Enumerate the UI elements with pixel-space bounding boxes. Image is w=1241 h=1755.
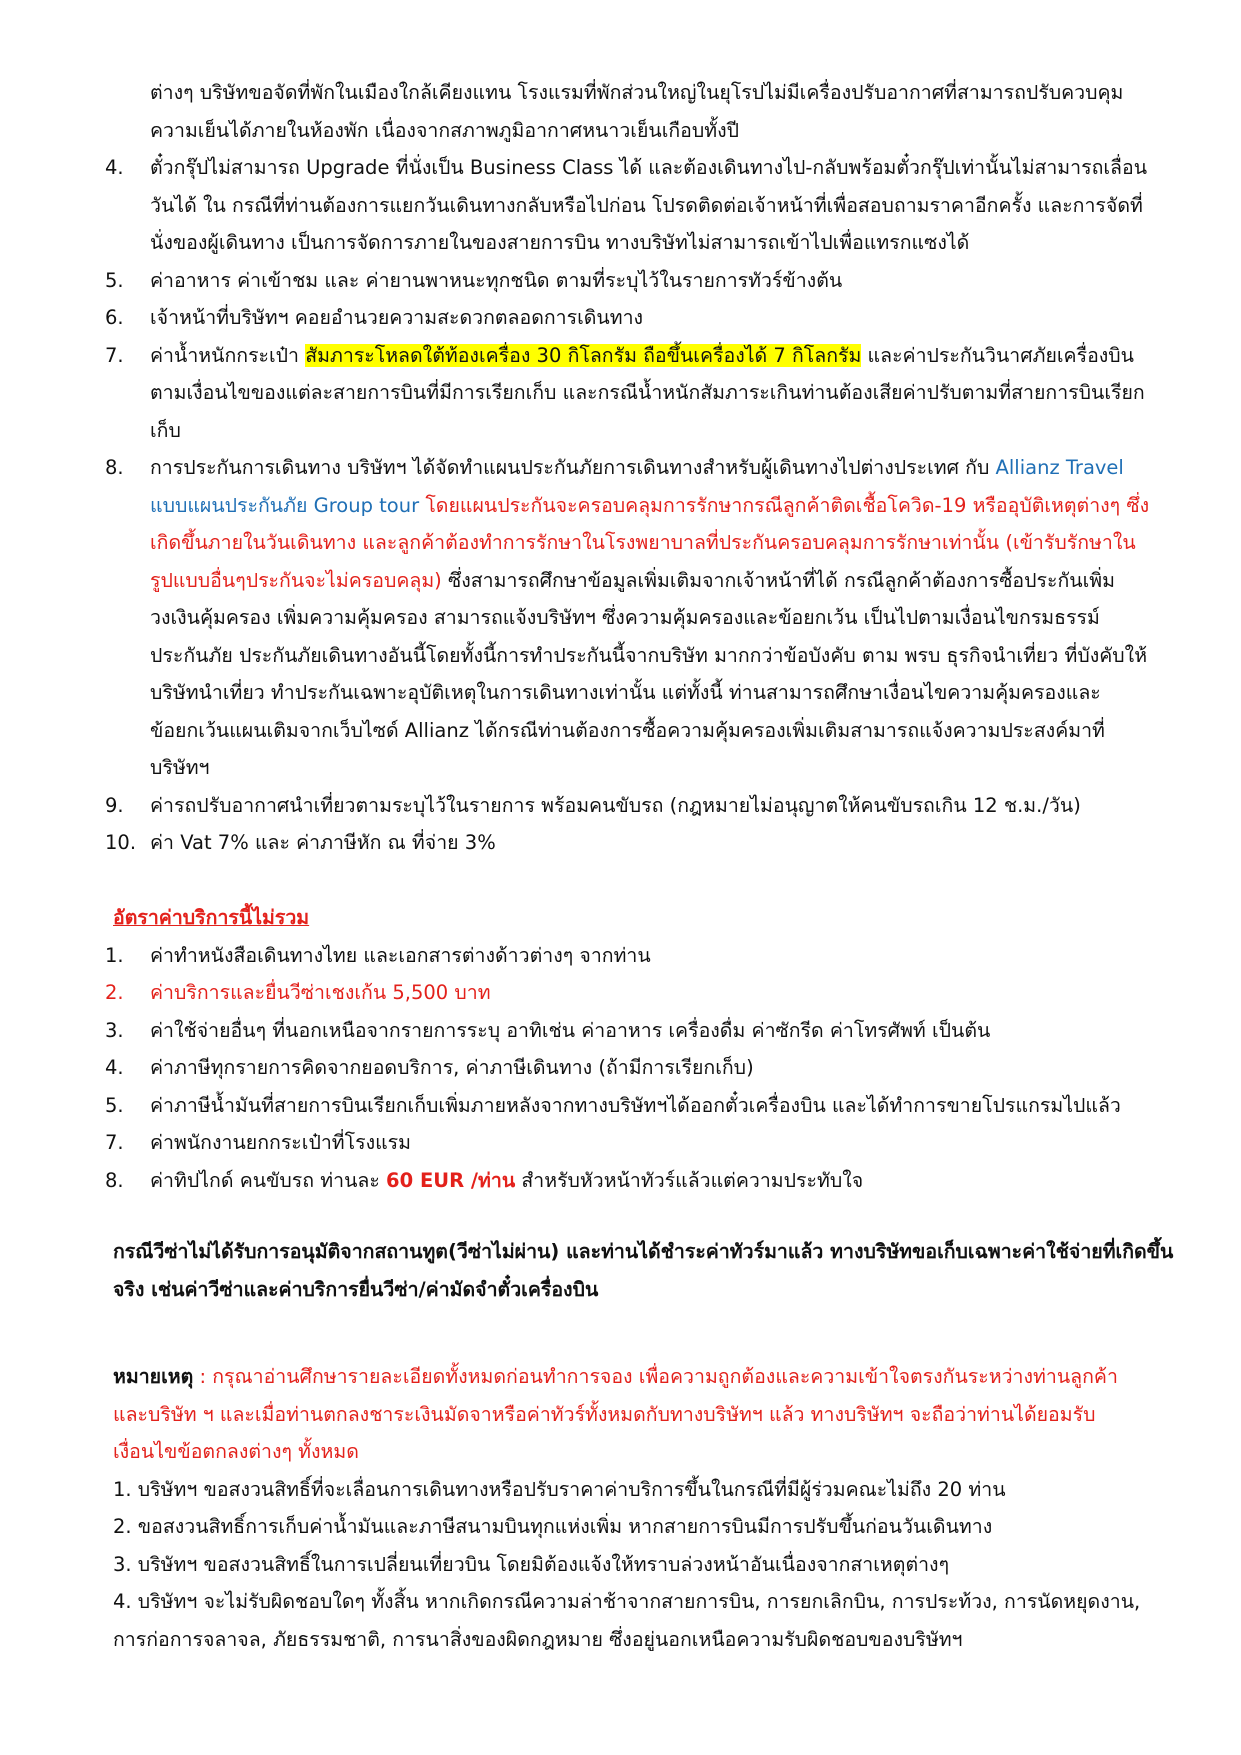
list-item-continuation xyxy=(0,112,1241,150)
list-item xyxy=(0,1162,1241,1200)
remark-item xyxy=(0,1621,1241,1659)
text-run: โดยแผนประกันจะครอบคลุมการรักษากรณีลูกค้าติดเชื้อโควิด-19 หรืออุบัติเหตุต่างๆ ซึ่ง xyxy=(425,493,1150,517)
remarks-separator: : xyxy=(193,1365,213,1388)
remark-item xyxy=(0,1583,1241,1621)
text-run: ความเย็นได้ภายในห้องพัก เนื่องจากสภาพภูมิอากาศหนาวเย็นเกือบทั้งปี xyxy=(150,118,740,142)
list-item-continuation xyxy=(0,637,1241,675)
text-run: ค่าภาษีทุกรายการคิดจากยอดบริการ, ค่าภาษีเดินทาง (ถ้ามีการเรียกเก็บ) xyxy=(150,1056,754,1079)
remarks-label: หมายเหตุ xyxy=(113,1365,194,1388)
remarks-section xyxy=(0,1358,1241,1658)
text-run: ค่าใช้จ่ายอื่นๆ ที่นอกเหนือจากรายการระบุ อาทิเช่น ค่าอาหาร เครื่องดื่ม ค่าซักรีด ค่าโทรศัพท์ เป็นต้น xyxy=(150,1018,991,1042)
item-text xyxy=(150,824,496,862)
remarks-list xyxy=(0,1471,1241,1659)
item-text xyxy=(150,74,1123,112)
item-text xyxy=(150,112,739,150)
text-run: รูปแบบอื่นๆประกันจะไม่ครอบคลุม) xyxy=(150,568,448,592)
list-item-continuation xyxy=(0,562,1241,600)
list-item-continuation xyxy=(0,524,1241,562)
highlighted-text: สัมภาระโหลดใต้ท้องเครื่อง 30 กิโลกรัม ถือขึ้นเครื่องได้ 7 กิโลกรัม xyxy=(305,343,862,367)
list-item xyxy=(0,299,1241,337)
remarks-intro-text: กรุณาอ่านศึกษารายละเอียดทั้งหมดก่อนทำการจอง เพื่อความถูกต้องและความเข้าใจตรงกันระหว่างท่านลูกค้า xyxy=(212,1365,1118,1388)
item-number: 7. xyxy=(105,343,124,367)
text-run: ซึ่งสามารถศึกษาข้อมูลเพิ่มเติมจากเจ้าหน้าที่ได้ กรณีลูกค้าต้องการซื้อประกันเพิ่ม xyxy=(447,568,1115,592)
list-item xyxy=(0,974,1241,1012)
remark-item xyxy=(0,1546,1241,1584)
text-run: ต่างๆ บริษัทขอจัดที่พักในเมืองใกล้เคียงแทน โรงแรมที่พักส่วนใหญ่ในยุโรปไม่มีเครื่องปรับอากาศที่สามารถปรับควบคุม xyxy=(150,81,1124,104)
visa-notice-text: จริง เช่นค่าวีซ่าและค่าบริการยื่นวีซ่า/ค่ามัดจำตั๋วเครื่องบิน xyxy=(113,1277,599,1301)
text-run: ค่า Vat 7% และ ค่าภาษีหัก ณ ที่จ่าย 3% xyxy=(150,831,496,854)
item-number: 1. xyxy=(105,943,124,967)
item-text xyxy=(150,337,1134,375)
list-item-continuation xyxy=(0,374,1241,412)
text-run: ค่าทิปไกด์ คนขับรถ ท่านละ xyxy=(150,1168,387,1192)
list-item xyxy=(0,262,1241,300)
included-services-list xyxy=(0,74,1241,862)
list-item-continuation xyxy=(0,487,1241,525)
list-item-continuation xyxy=(0,712,1241,750)
text-run: ตามเงื่อนไขของแต่ละสายการบินที่มีการเรียกเก็บ และกรณีน้ำหนักสัมภาระเกินท่านต้องเสียค่าปรับตามที่สายการบินเรียก xyxy=(150,381,1145,404)
remarks-intro-line xyxy=(0,1433,1241,1471)
remark-text: 2. ขอสงวนสิทธิ์การเก็บค่าน้ำมันและภาษีสนามบินทุกแห่งเพิ่ม หากสายการบินมีการปรับขึ้นก่อนวันเดินทาง xyxy=(113,1515,993,1538)
item-text xyxy=(150,1087,1121,1125)
text-run: ค่าพนักงานยกกระเป๋าที่โรงแรม xyxy=(150,1131,411,1154)
text-run: เกิดขึ้นภายในวันเดินทาง และลูกค้าต้องทำการรักษาในโรงพยาบาลที่ประกันครอบคลุมการรักษาเท่านั้น (เข้ารับรักษาใน xyxy=(150,531,1136,554)
text-run: ค่ารถปรับอากาศนำเที่ยวตามระบุไว้ในรายการ พร้อมคนขับรถ (กฎหมายไม่อนุญาตให้คนขับรถเกิน 12 ช.ม./วัน) xyxy=(150,793,1081,817)
item-text xyxy=(150,524,1136,562)
item-text xyxy=(150,187,1143,225)
item-number: 4. xyxy=(105,1056,124,1079)
list-item-continuation xyxy=(0,599,1241,637)
text-run: บริษัทนำเที่ยว ทำประกันเฉพาะอุบัติเหตุในการเดินทางเท่านั้น แต่ทั้งนี้ ท่านสามารถศึกษาเงื่อนไขความคุ้มครองและ xyxy=(150,681,1101,704)
item-text xyxy=(150,674,1101,712)
item-text xyxy=(150,374,1145,412)
list-item-continuation xyxy=(0,412,1241,450)
item-text xyxy=(150,749,210,787)
text-run: และค่าประกันวินาศภัยเครื่องบิน xyxy=(861,343,1135,367)
item-text xyxy=(150,937,651,975)
list-item xyxy=(0,1049,1241,1087)
text-run: ค่าอาหาร ค่าเข้าชม และ ค่ายานพาหนะทุกชนิด ตามที่ระบุไว้ในรายการทัวร์ข้างต้น xyxy=(150,268,843,292)
remark-text: การก่อการจลาจล, ภัยธรรมชาติ, การนาสิ่งของผิดกฎหมาย ซึ่งอยู่นอกเหนือความรับผิดชอบของบริษัทฯ xyxy=(113,1627,963,1651)
text-run: ค่าภาษีน้ำมันที่สายการบินเรียกเก็บเพิ่มภายหลังจากทางบริษัทฯได้ออกตั๋วเครื่องบิน และได้ทำการขายโปรแกรมไปแล้ว xyxy=(150,1093,1121,1117)
item-text xyxy=(150,974,491,1012)
text-run: ตั๋วกรุ๊ปไม่สามารถ Upgrade ที่นั่งเป็น Business Class ได้ และต้องเดินทางไป-กลับพร้อมตั๋วกรุ๊ปเท่านั้นไม่สามารถเลื่อน xyxy=(150,156,1148,179)
item-text xyxy=(150,637,1147,675)
insurer-name-text: แบบแผนประกันภัย Group tour xyxy=(150,493,426,517)
remarks-intro-line xyxy=(0,1358,1241,1396)
item-text xyxy=(150,412,181,450)
remarks-intro-text: เงื่อนไขข้อตกลงต่างๆ ทั้งหมด xyxy=(113,1440,359,1463)
item-text xyxy=(150,262,842,300)
text-run: เก็บ xyxy=(150,418,181,442)
item-text xyxy=(150,449,1124,487)
visa-notice-text: กรณีวีซ่าไม่ได้รับการอนุมัติจากสถานทูต(วีซ่าไม่ผ่าน) และท่านได้ชำระค่าทัวร์มาแล้ว ทางบริษัทขอเก็บเฉพาะค่าใช้จ่ายที่เกิดขึ้น xyxy=(113,1240,1174,1263)
list-item-continuation xyxy=(0,224,1241,262)
item-text xyxy=(150,487,1149,525)
item-number: 8. xyxy=(105,456,124,479)
item-text xyxy=(150,224,969,262)
text-run: วันได้ ใน กรณีที่ท่านต้องการแยกวันเดินทางกลับหรือไปก่อน โปรดติดต่อเจ้าหน้าที่เพื่อสอบถามราคาอีกครั้ง และการจัดที่ xyxy=(150,193,1143,217)
list-item xyxy=(0,937,1241,975)
list-item-continuation xyxy=(0,187,1241,225)
list-item xyxy=(0,1124,1241,1162)
item-number: 7. xyxy=(105,1131,124,1154)
item-number: 3. xyxy=(105,1018,124,1042)
item-text xyxy=(150,1049,754,1087)
excluded-services-section xyxy=(0,899,1241,1199)
remark-item xyxy=(0,1508,1241,1546)
list-item-continuation xyxy=(0,674,1241,712)
list-item xyxy=(0,337,1241,375)
list-item xyxy=(0,1087,1241,1125)
visa-notice-line xyxy=(0,1271,1241,1309)
item-number: 5. xyxy=(105,1093,124,1117)
item-number: 6. xyxy=(105,306,124,329)
item-number: 4. xyxy=(105,156,124,179)
excluded-services-list xyxy=(0,937,1241,1200)
text-run: เจ้าหน้าที่บริษัทฯ คอยอำนวยความสะดวกตลอดการเดินทาง xyxy=(150,306,644,329)
text-run: ค่าบริการและยื่นวีซ่าเชงเก้น 5,500 บาท xyxy=(150,981,491,1004)
remark-text: 1. บริษัทฯ ขอสงวนสิทธิ์ที่จะเลื่อนการเดินทางหรือปรับราคาค่าบริการขึ้นในกรณีที่มีผู้ร่วมคณะไม่ถึง 20 ท่าน xyxy=(113,1477,1006,1501)
item-text xyxy=(150,712,1105,750)
remarks-intro-line xyxy=(0,1396,1241,1434)
list-item xyxy=(0,449,1241,487)
item-text xyxy=(150,599,1100,637)
text-run: นั่งของผู้เดินทาง เป็นการจัดการภายในของสายการบิน ทางบริษัทไม่สามารถเข้าไปเพื่อแทรกแซงได้ xyxy=(150,231,970,254)
item-text xyxy=(150,299,643,337)
item-number: 10. xyxy=(105,831,137,854)
item-text xyxy=(150,1012,990,1050)
excluded-heading-row xyxy=(0,899,1241,937)
item-text xyxy=(150,1162,863,1200)
item-number: 8. xyxy=(105,1168,124,1192)
text-run: 60 EUR /ท่าน xyxy=(386,1168,516,1192)
item-text xyxy=(150,149,1147,187)
item-number: 5. xyxy=(105,268,124,292)
text-run: ค่าทำหนังสือเดินทางไทย และเอกสารต่างด้าวต่างๆ จากท่าน xyxy=(150,943,651,967)
list-item-continuation xyxy=(0,749,1241,787)
list-item xyxy=(0,824,1241,862)
item-number: 9. xyxy=(105,793,124,817)
remarks-intro-text: และบริษัท ฯ และเมื่อท่านตกลงชาระเงินมัดจาหรือค่าทัวร์ทั้งหมดกับทางบริษัทฯ แล้ว ทางบริษัทฯ จะถือว่าท่านได้ยอมรับ xyxy=(113,1402,1096,1426)
list-item-continuation xyxy=(0,74,1241,112)
insurer-name-text: Allianz Travel xyxy=(995,456,1124,479)
item-text xyxy=(150,1124,411,1162)
text-run: ข้อยกเว้นแผนเติมจากเว็บไซด์ Allianz ได้กรณีท่านต้องการซื้อความคุ้มครองเพิ่มเติมสามารถแจ้งความประสงค์มาที่ xyxy=(150,718,1105,742)
text-run: สำหรับหัวหน้าทัวร์แล้วแต่ความประทับใจ xyxy=(515,1168,864,1192)
list-item xyxy=(0,149,1241,187)
list-item xyxy=(0,787,1241,825)
visa-notice xyxy=(0,1233,1241,1308)
text-run: การประกันการเดินทาง บริษัทฯ ได้จัดทำแผนประกันภัยการเดินทางสำหรับผู้เดินทางไปต่างประเทศ กับ xyxy=(150,456,996,479)
item-text xyxy=(150,787,1081,825)
text-run: บริษัทฯ xyxy=(150,756,210,779)
remark-text: 3. บริษัทฯ ขอสงวนสิทธิ์ในการเปลี่ยนเที่ยวบิน โดยมิต้องแจ้งให้ทราบล่วงหน้าอันเนื่องจากสาเหตุต่างๆ xyxy=(113,1552,950,1576)
remark-text: 4. บริษัทฯ จะไม่รับผิดชอบใดๆ ทั้งสิ้น หากเกิดกรณีความล่าช้าจากสายการบิน, การยกเลิกบิน, การประท้วง, การนัดหยุดงาน, xyxy=(113,1590,1141,1613)
item-number: 2. xyxy=(105,981,124,1004)
remark-item xyxy=(0,1471,1241,1509)
visa-notice-line xyxy=(0,1233,1241,1271)
excluded-heading: อัตราค่าบริการนี้ไม่รวม xyxy=(113,906,310,929)
text-run: วงเงินคุ้มครอง เพิ่มความคุ้มครอง สามารถแจ้งบริษัทฯ ซึ่งความคุ้มครองและข้อยกเว้น เป็นไปตามเงื่อนไขกรมธรรม์ xyxy=(150,606,1100,629)
list-item xyxy=(0,1012,1241,1050)
text-run: ค่าน้ำหนักกระเป๋า xyxy=(150,343,306,367)
text-run: ประกันภัย ประกันภัยเดินทางอันนี้โดยทั้งนี้การทำประกันนี้จากบริษัท มากกว่าข้อบังคับ ตาม พรบ ธุรกิจนำเที่ยว ที่บังคับให้ xyxy=(150,643,1148,667)
item-text xyxy=(150,562,1115,600)
